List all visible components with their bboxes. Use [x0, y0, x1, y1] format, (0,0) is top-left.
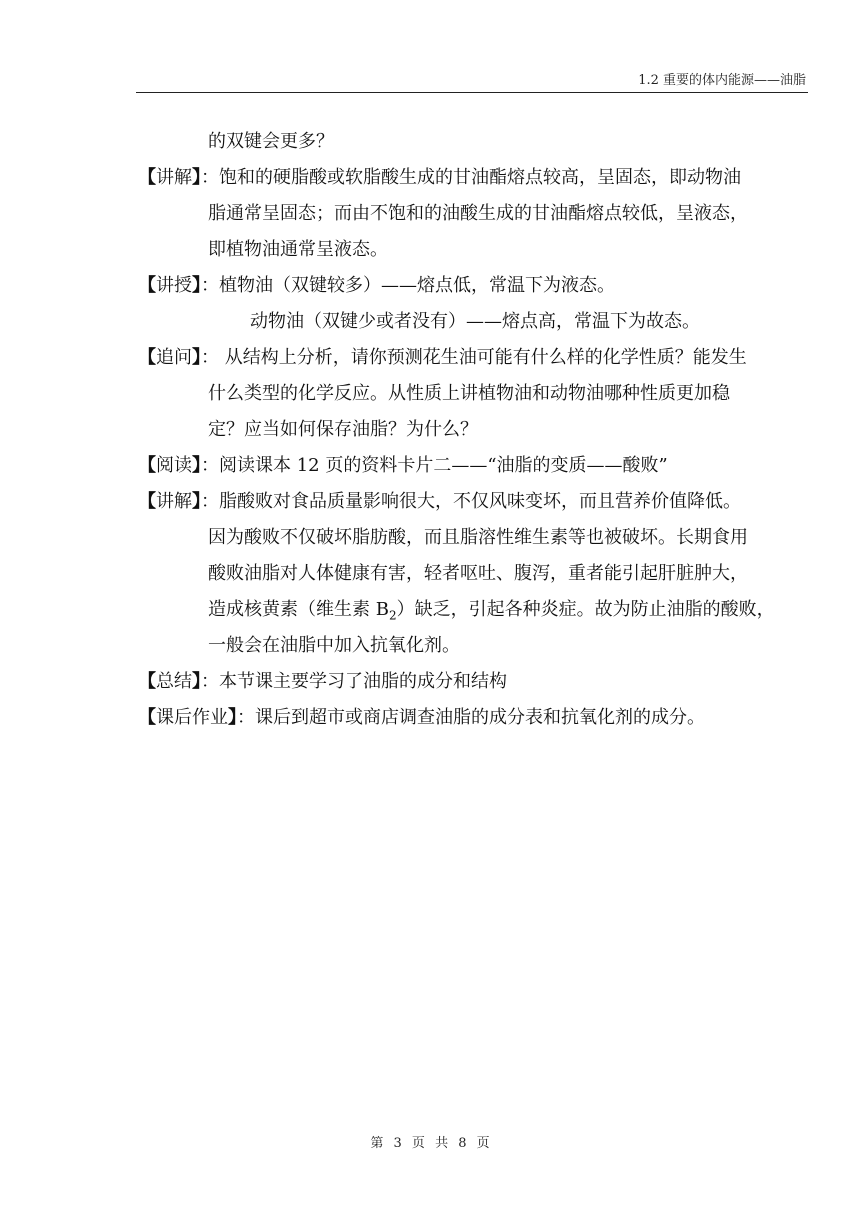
tag-colon: ： — [201, 275, 219, 296]
text-line: 因为酸败不仅破坏脂肪酸，而且脂溶性维生素等也被破坏。长期食用 — [208, 527, 748, 548]
text-line: 脂通常呈固态；而由不饱和的油酸生成的甘油酯熔点较低，呈液态， — [208, 203, 748, 224]
current-page-number: 3 — [393, 1136, 402, 1151]
text-line — [138, 484, 810, 520]
text-content: ）缺乏，引起各种炎症。故为防止油脂的酸败， — [396, 599, 775, 620]
bracket-open: 【 — [138, 275, 156, 296]
paragraph-homework — [138, 700, 810, 736]
text-line: 酸败油脂对人体健康有害，轻者呕吐、腹泻，重者能引起肝脏肿大， — [208, 563, 748, 584]
bracket-open: 【 — [138, 707, 156, 728]
footer-page-word: 页 — [411, 1136, 425, 1151]
section-tag — [138, 455, 219, 476]
bracket-open: 【 — [138, 347, 156, 368]
text-line — [138, 592, 810, 628]
text-line — [138, 700, 810, 736]
text-line: 一般会在油脂中加入抗氧化剂。 — [208, 635, 460, 656]
bracket-close: 】 — [192, 167, 201, 188]
section-tag — [138, 491, 219, 512]
tag-colon: ： — [201, 491, 219, 512]
paragraph-followup-question — [138, 340, 810, 448]
header-title: 1.2 重要的体内能源——油脂 — [638, 73, 806, 88]
paragraph-reading — [138, 448, 810, 484]
text-line: 的双键会更多？ — [208, 131, 334, 152]
text-content: 饱和的硬脂酸或软脂酸生成的甘油酯熔点较高，呈固态，即动物油 — [219, 167, 741, 188]
text-content: 本节课主要学习了油脂的成分和结构 — [219, 671, 507, 692]
paragraph-lecture — [138, 268, 810, 340]
text-line: 什么类型的化学反应。从性质上讲植物油和动物油哪种性质更加稳 — [208, 383, 730, 404]
bracket-open: 【 — [138, 167, 156, 188]
paragraph-summary — [138, 664, 810, 700]
text-content: 植物油（双键较多）——熔点低，常温下为液态。 — [219, 275, 615, 296]
tag-label: 阅读 — [156, 455, 192, 476]
paragraph-explanation-2 — [138, 484, 810, 664]
bracket-open: 【 — [138, 491, 156, 512]
text-content: 阅读课本 12 页的资料卡片二——“油脂的变质——酸败” — [219, 455, 668, 476]
footer-suffix: 页 — [476, 1136, 490, 1151]
tag-label: 讲解 — [156, 491, 192, 512]
text-content: 脂酸败对食品质量影响很大，不仅风味变坏，而且营养价值降低。 — [219, 491, 741, 512]
subscript-2: 2 — [388, 608, 397, 623]
text-line: 即植物油通常呈液态。 — [208, 239, 388, 260]
section-tag — [138, 707, 255, 728]
tag-label: 总结 — [156, 671, 192, 692]
section-tag — [138, 347, 219, 368]
section-tag — [138, 167, 219, 188]
bracket-close: 】 — [228, 707, 237, 728]
paragraph-continuation — [138, 124, 810, 160]
bracket-open: 【 — [138, 671, 156, 692]
tag-label: 讲授 — [156, 275, 192, 296]
tag-colon: ： — [201, 167, 219, 188]
tag-colon: ： — [237, 707, 255, 728]
text-line — [138, 160, 810, 196]
tag-colon: ： — [201, 455, 219, 476]
bracket-close: 】 — [192, 275, 201, 296]
text-content: 造成核黄素（维生素 B — [208, 599, 389, 620]
tag-colon: ： — [201, 347, 219, 368]
total-page-count: 8 — [458, 1136, 467, 1151]
section-tag — [138, 671, 219, 692]
section-tag — [138, 275, 219, 296]
bracket-close: 】 — [192, 491, 201, 512]
text-line: 定？应当如何保存油脂？为什么？ — [208, 419, 478, 440]
bracket-close: 】 — [192, 671, 201, 692]
text-line — [138, 268, 810, 304]
page-footer — [0, 1132, 860, 1151]
text-line — [138, 448, 810, 484]
paragraph-explanation-1 — [138, 160, 810, 268]
tag-label: 追问 — [156, 347, 192, 368]
footer-total-word: 共 — [435, 1136, 449, 1151]
text-content: 课后到超市或商店调查油脂的成分表和抗氧化剂的成分。 — [255, 707, 705, 728]
text-line — [138, 664, 810, 700]
document-body — [138, 124, 810, 736]
tag-label: 讲解 — [156, 167, 192, 188]
tag-colon: ： — [201, 671, 219, 692]
text-line: 动物油（双键少或者没有）——熔点高，常温下为故态。 — [250, 311, 700, 332]
bracket-close: 】 — [192, 455, 201, 476]
tag-label: 课后作业 — [156, 707, 228, 728]
text-content: 从结构上分析，请你预测花生油可能有什么样的化学性质？能发生 — [219, 347, 747, 368]
footer-prefix: 第 — [370, 1136, 384, 1151]
bracket-open: 【 — [138, 455, 156, 476]
text-line — [138, 340, 810, 376]
page-header — [136, 68, 808, 93]
bracket-close: 】 — [192, 347, 201, 368]
